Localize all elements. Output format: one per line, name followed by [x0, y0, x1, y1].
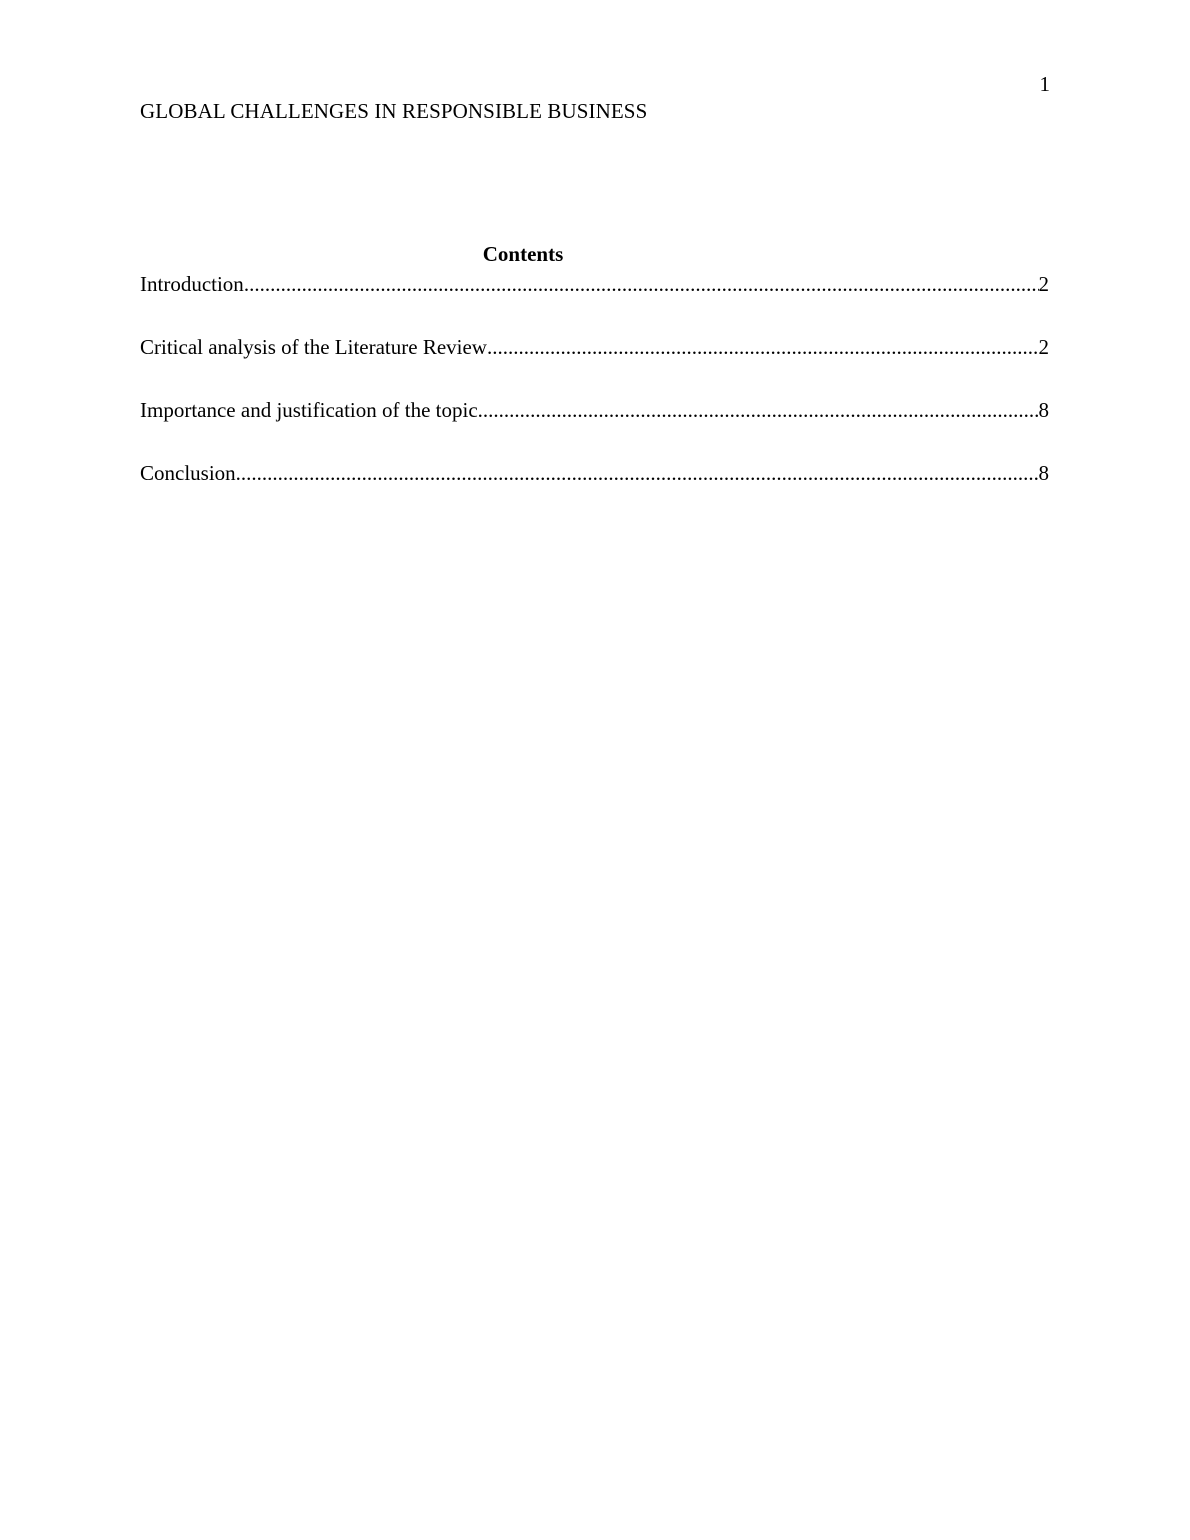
running-head: GLOBAL CHALLENGES IN RESPONSIBLE BUSINESS [140, 99, 648, 123]
toc-dot-leader [478, 398, 1039, 422]
toc-entry-page: 8 [1038, 398, 1049, 422]
toc-entry-page: 2 [1038, 272, 1049, 296]
toc-entry-page: 2 [1038, 335, 1049, 359]
toc-entry-label: Introduction [140, 272, 244, 296]
toc-entry-page: 8 [1038, 461, 1049, 485]
toc-dot-leader [487, 335, 1039, 359]
toc-entry-critical-analysis[interactable] [140, 335, 1049, 359]
toc-dot-leader [244, 272, 1039, 296]
toc-entry-label: Critical analysis of the Literature Review [140, 335, 487, 359]
toc-entry-conclusion[interactable] [140, 461, 1049, 485]
toc-title: Contents [482, 242, 564, 266]
page-number: 1 [1039, 72, 1050, 96]
table-of-contents [140, 272, 1049, 524]
toc-entry-label: Importance and justification of the topic [140, 398, 478, 422]
toc-entry-label: Conclusion [140, 461, 236, 485]
toc-entry-introduction[interactable] [140, 272, 1049, 296]
toc-entry-importance-justification[interactable] [140, 398, 1049, 422]
toc-dot-leader [236, 461, 1039, 485]
